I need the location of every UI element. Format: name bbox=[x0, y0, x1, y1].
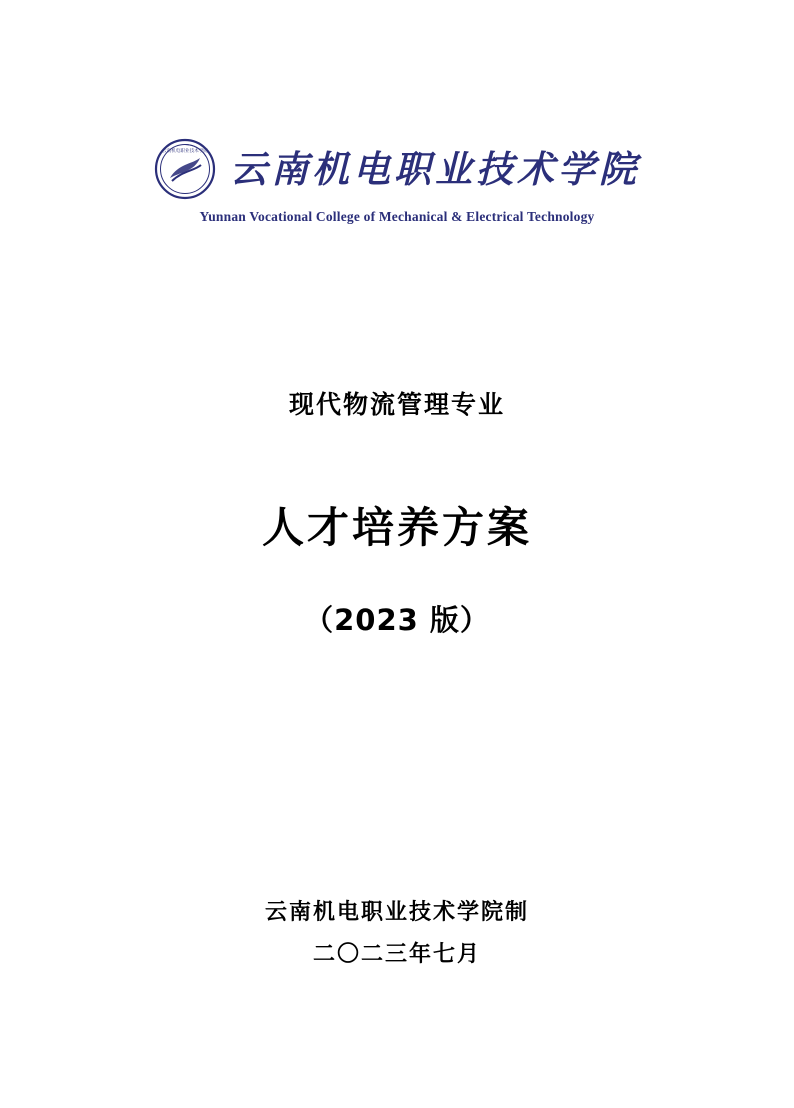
cover-footer bbox=[0, 892, 794, 976]
institution-name-cn: 云南机电职业技术学院 bbox=[230, 146, 640, 191]
college-emblem-icon bbox=[154, 138, 216, 200]
institution-logo bbox=[0, 138, 794, 225]
svg-text:云南机电职业技术学院: 云南机电职业技术学院 bbox=[162, 149, 208, 154]
issue-date-label: 二〇二三年七月 bbox=[312, 941, 481, 967]
logo-row bbox=[154, 138, 640, 200]
issuer-label: 云南机电职业技术学院制 bbox=[264, 900, 529, 925]
major-title: 现代物流管理专业 bbox=[288, 390, 505, 419]
institution-name-en: Yunnan Vocational College of Mechanical & Electrical Technology bbox=[199, 209, 595, 224]
page-title: 人才培养方案 bbox=[261, 503, 532, 552]
version-label: （2023 版） bbox=[304, 603, 490, 637]
